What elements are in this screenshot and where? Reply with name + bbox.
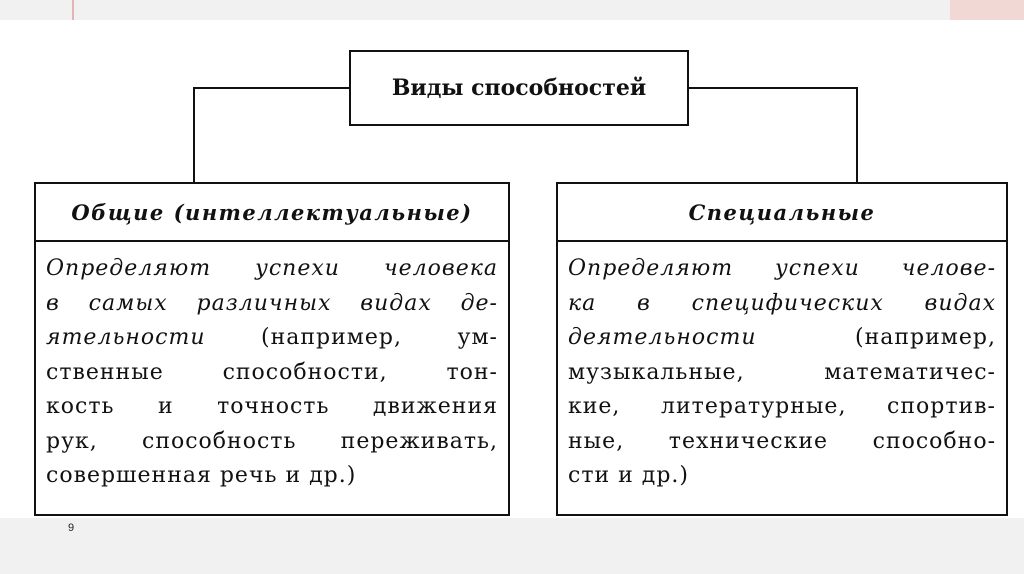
text-line: сти и др.) xyxy=(568,463,690,488)
connector-left-vertical xyxy=(193,87,195,182)
text-line: кие, литературные, спортив- xyxy=(568,394,996,419)
text-line: в самых различных видах де- xyxy=(46,290,498,316)
connector-right-vertical xyxy=(856,87,858,182)
text-line: Определяют успехи человека xyxy=(46,256,498,281)
connector-right-horizontal xyxy=(689,87,858,89)
special-abilities-title: Специальные xyxy=(688,199,876,225)
top-bar-accent xyxy=(950,0,1024,20)
special-abilities-box xyxy=(556,182,1008,516)
text-line: совершенная речь и др.) xyxy=(46,463,357,488)
text-line: ятельности (например, ум- xyxy=(46,325,498,350)
general-abilities-text xyxy=(36,242,508,494)
connector-left-horizontal xyxy=(193,87,349,89)
text-line: ные, технические способно- xyxy=(568,428,996,454)
page-number: 9 xyxy=(68,522,75,534)
general-abilities-box xyxy=(34,182,510,516)
text-line: рук, способность переживать, xyxy=(46,428,498,454)
text-line: деятельности (например, xyxy=(568,325,996,350)
text-line: Определяют успехи челове- xyxy=(568,256,996,281)
text-line: кость и точность движения xyxy=(46,394,498,419)
root-title: Виды способностей xyxy=(391,75,647,101)
special-abilities-text xyxy=(558,242,1006,494)
slide-top-bar xyxy=(0,0,1024,20)
special-abilities-header xyxy=(558,184,1006,242)
root-node xyxy=(349,50,689,126)
text-line: ка в специфических видах xyxy=(568,290,996,316)
text-line: музыкальные, математичес- xyxy=(568,359,996,385)
top-bar-divider xyxy=(72,0,74,20)
general-abilities-title: Общие (интеллектуальные) xyxy=(71,199,473,225)
slide-bottom-bar xyxy=(0,518,1024,574)
text-line: ственные способности, тон- xyxy=(46,359,498,385)
general-abilities-header xyxy=(36,184,508,242)
